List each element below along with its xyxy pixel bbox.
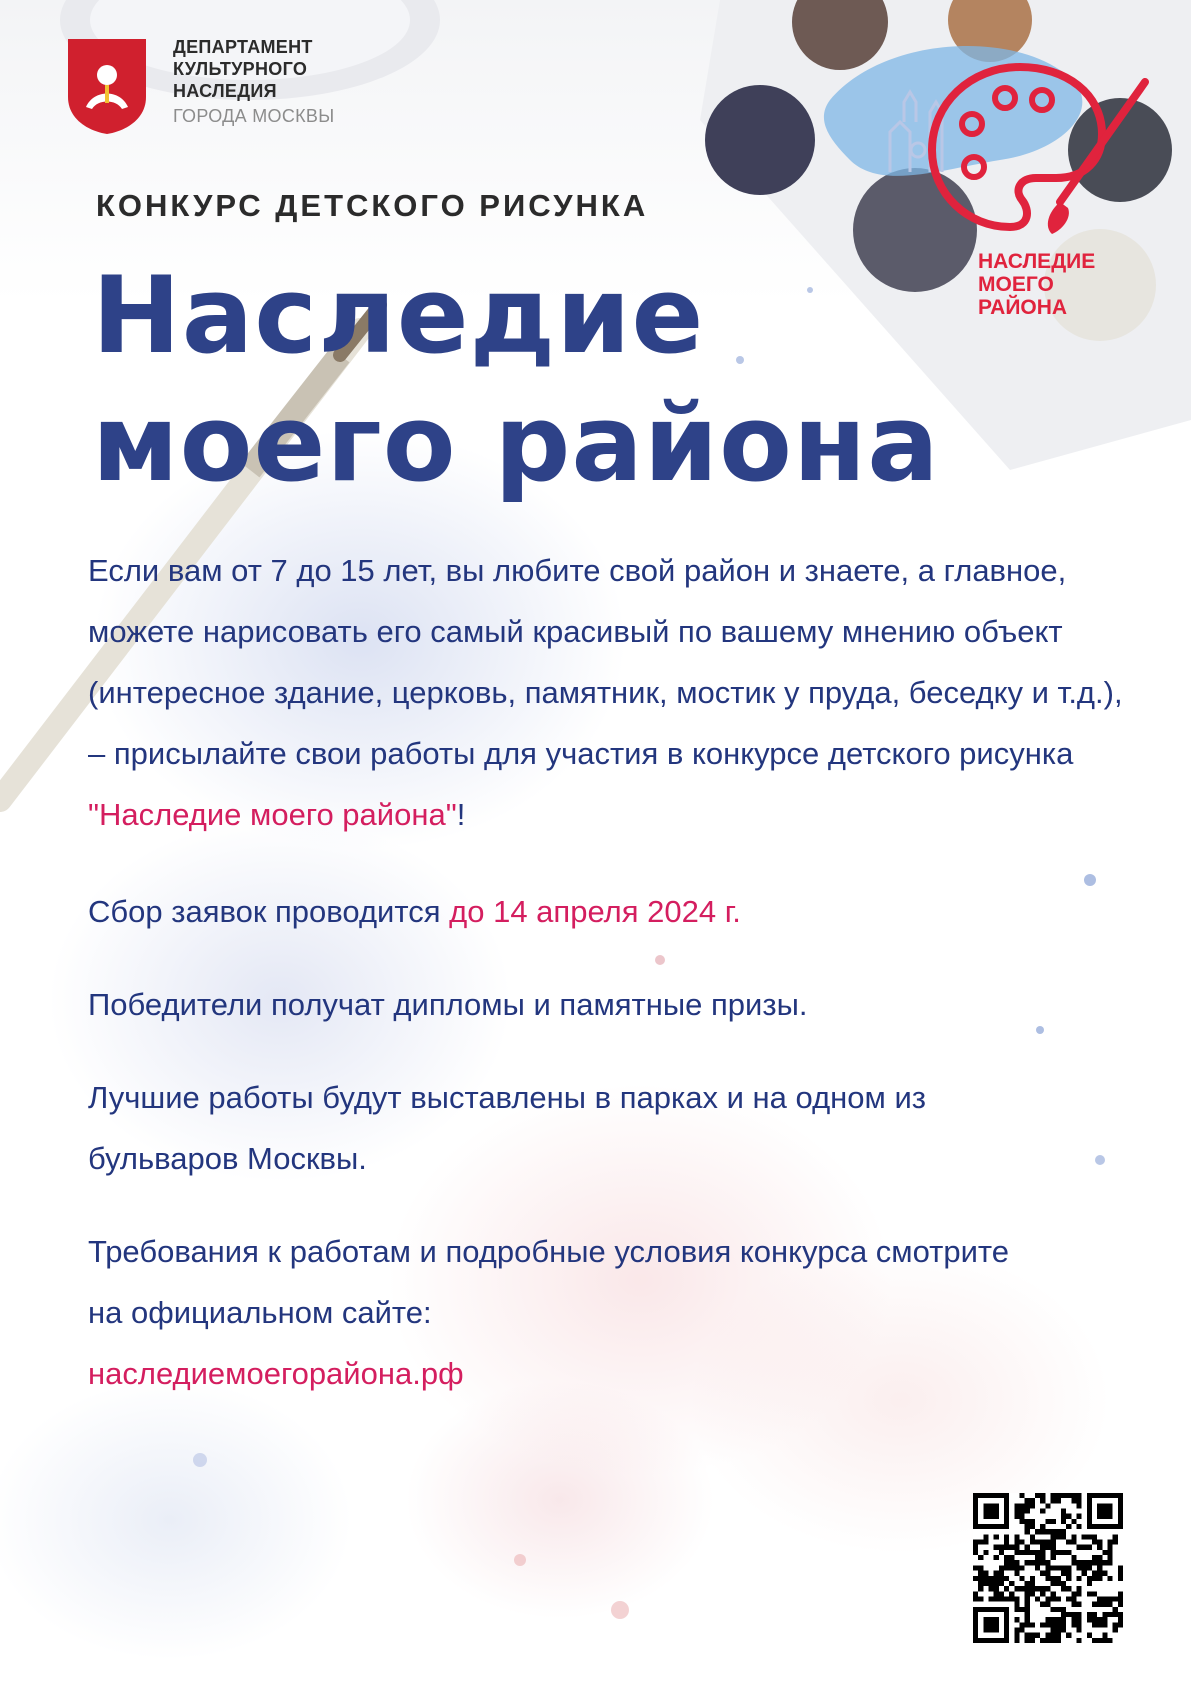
department-city: ГОРОДА МОСКВЫ bbox=[173, 106, 335, 126]
exhibition-paragraph: Лучшие работы будут выставлены в парках и на одном из бульваров Москвы. bbox=[88, 1080, 926, 1176]
deadline-prefix: Сбор заявок проводится bbox=[88, 894, 441, 929]
intro-text: Если вам от 7 до 15 лет, вы любите свой район и знаете, а главное, можете нарисовать его самый красивый по вашему мнению объект (интересное здание, церковь, памятник, мостик у пруда, беседку и т.д.), – присылайте свои работы для участия в конкурсе детского рисунка bbox=[88, 553, 1123, 771]
title-line-2: моего района bbox=[92, 382, 940, 505]
requirements-paragraph bbox=[88, 1221, 1048, 1404]
department-name bbox=[173, 36, 334, 127]
logo-line-1: НАСЛЕДИЕ bbox=[978, 250, 1096, 273]
contest-name: "Наследие моего района" bbox=[88, 797, 457, 832]
contest-subtitle: КОНКУРС ДЕТСКОГО РИСУНКА bbox=[96, 188, 649, 223]
department-line-3: НАСЛЕДИЯ bbox=[173, 81, 277, 101]
department-line-2: КУЛЬТУРНОГО bbox=[173, 59, 308, 79]
intro-ending: ! bbox=[456, 797, 466, 832]
title-line-1: Наследие bbox=[92, 254, 705, 377]
logo-caption bbox=[978, 250, 1095, 319]
website-link[interactable]: наследиемоегорайона.рф bbox=[88, 1356, 464, 1391]
requirements-text: Требования к работам и подробные условия конкурса смотрите на официальном сайте: bbox=[88, 1234, 1010, 1330]
qr-code[interactable] bbox=[973, 1493, 1123, 1643]
deadline-date: до 14 апреля 2024 г. bbox=[449, 894, 741, 929]
intro-paragraph bbox=[88, 540, 1128, 845]
department-line-1: ДЕПАРТАМЕНТ bbox=[173, 37, 313, 57]
winners-paragraph: Победители получат дипломы и памятные призы. bbox=[88, 987, 808, 1022]
moscow-emblem-icon bbox=[66, 37, 148, 135]
deadline-paragraph bbox=[88, 881, 1128, 942]
logo-line-3: РАЙОНА bbox=[978, 296, 1068, 319]
poster-body bbox=[88, 540, 1128, 1404]
page-title bbox=[92, 252, 940, 508]
logo-line-2: МОЕГО bbox=[978, 273, 1054, 296]
